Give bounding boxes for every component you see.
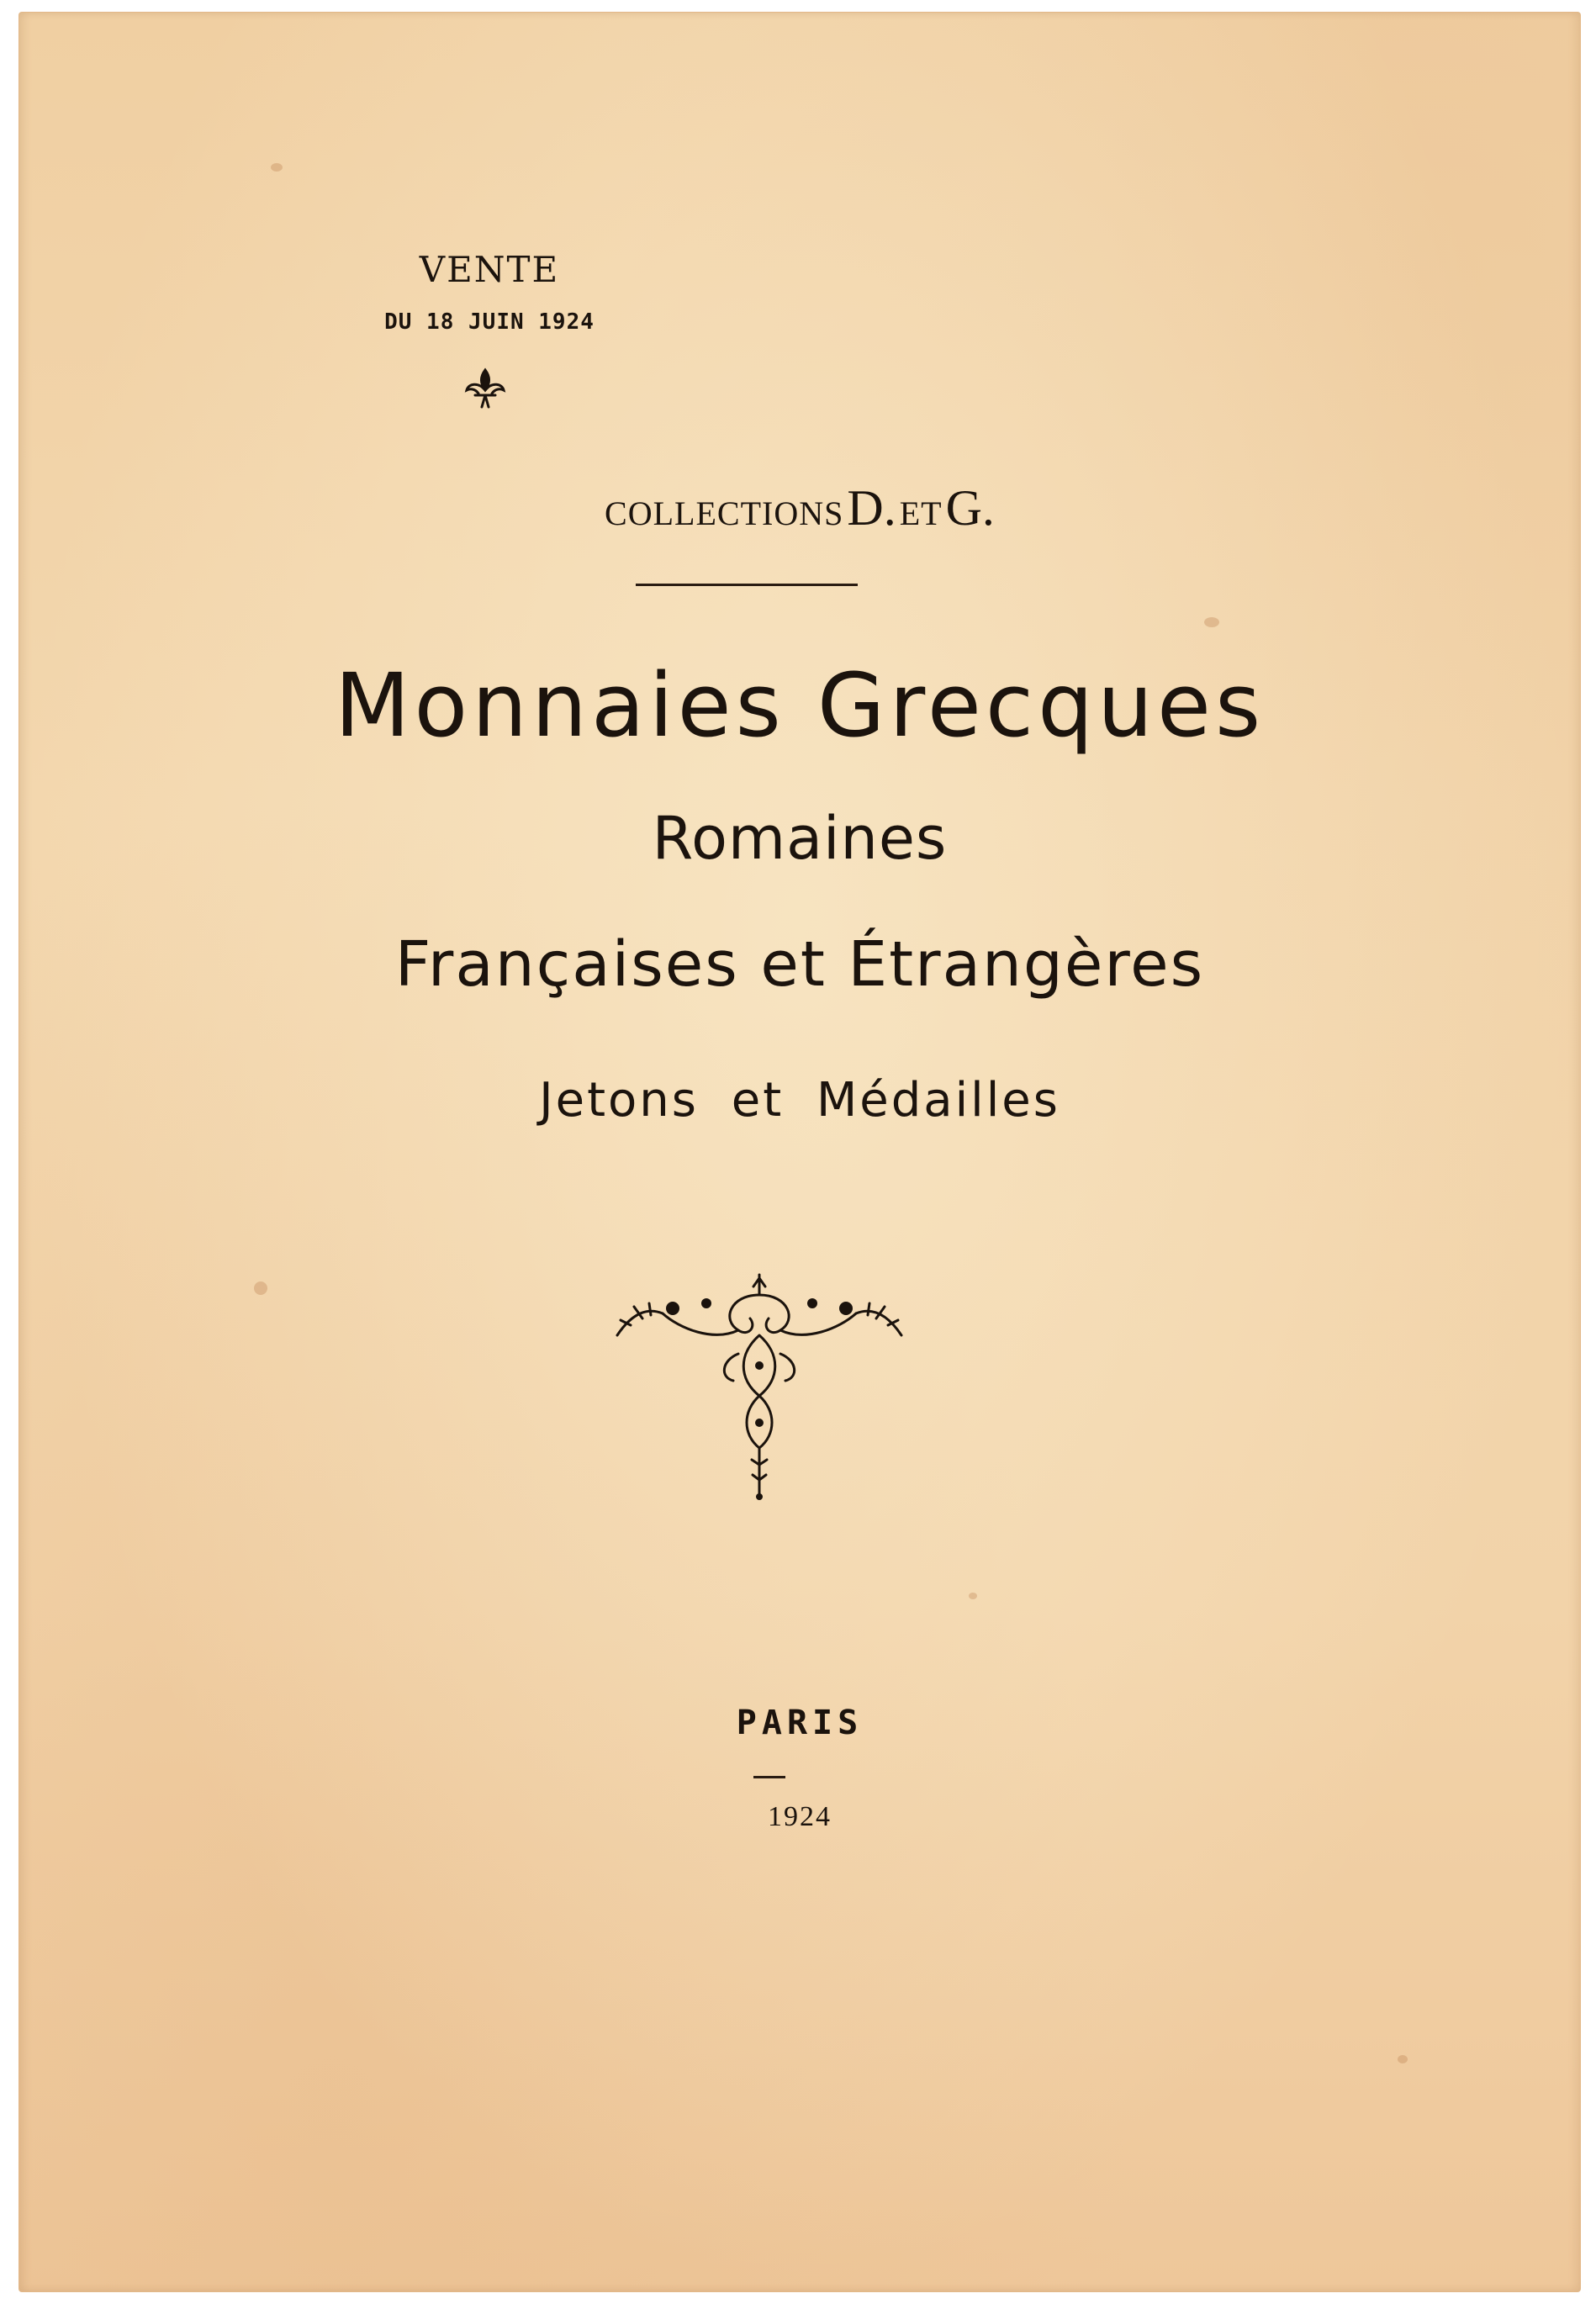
title-line-2: Romaines bbox=[652, 804, 948, 873]
collection-name-2: G. bbox=[945, 480, 995, 536]
paper-speck bbox=[254, 1281, 267, 1295]
collections-prefix: COLLECTIONS bbox=[605, 494, 844, 532]
paper-speck bbox=[1398, 2055, 1408, 2063]
collections-line bbox=[18, 479, 1581, 537]
title-rule bbox=[636, 584, 858, 586]
title-line-1: Monnaies Grecques bbox=[334, 654, 1266, 757]
sale-date: DU 18 JUIN 1924 bbox=[384, 309, 595, 335]
publication-city: PARIS bbox=[736, 1704, 864, 1742]
paper-speck bbox=[271, 163, 283, 172]
title-line-4: Jetons et Médailles bbox=[539, 1073, 1060, 1128]
fleur-de-lis-icon bbox=[460, 363, 510, 414]
collections-connector: ET bbox=[899, 494, 943, 532]
paper-speck bbox=[969, 1593, 977, 1599]
floral-vignette-ornament bbox=[612, 1270, 906, 1502]
city-year-dash bbox=[753, 1776, 785, 1778]
catalogue-cover bbox=[18, 12, 1581, 2292]
title-line-3: Françaises et Étrangères bbox=[394, 928, 1205, 1001]
sale-label: VENTE bbox=[419, 249, 560, 290]
paper-speck bbox=[1204, 617, 1219, 627]
collection-name-1: D. bbox=[847, 480, 896, 536]
publication-year: 1924 bbox=[768, 1801, 832, 1832]
